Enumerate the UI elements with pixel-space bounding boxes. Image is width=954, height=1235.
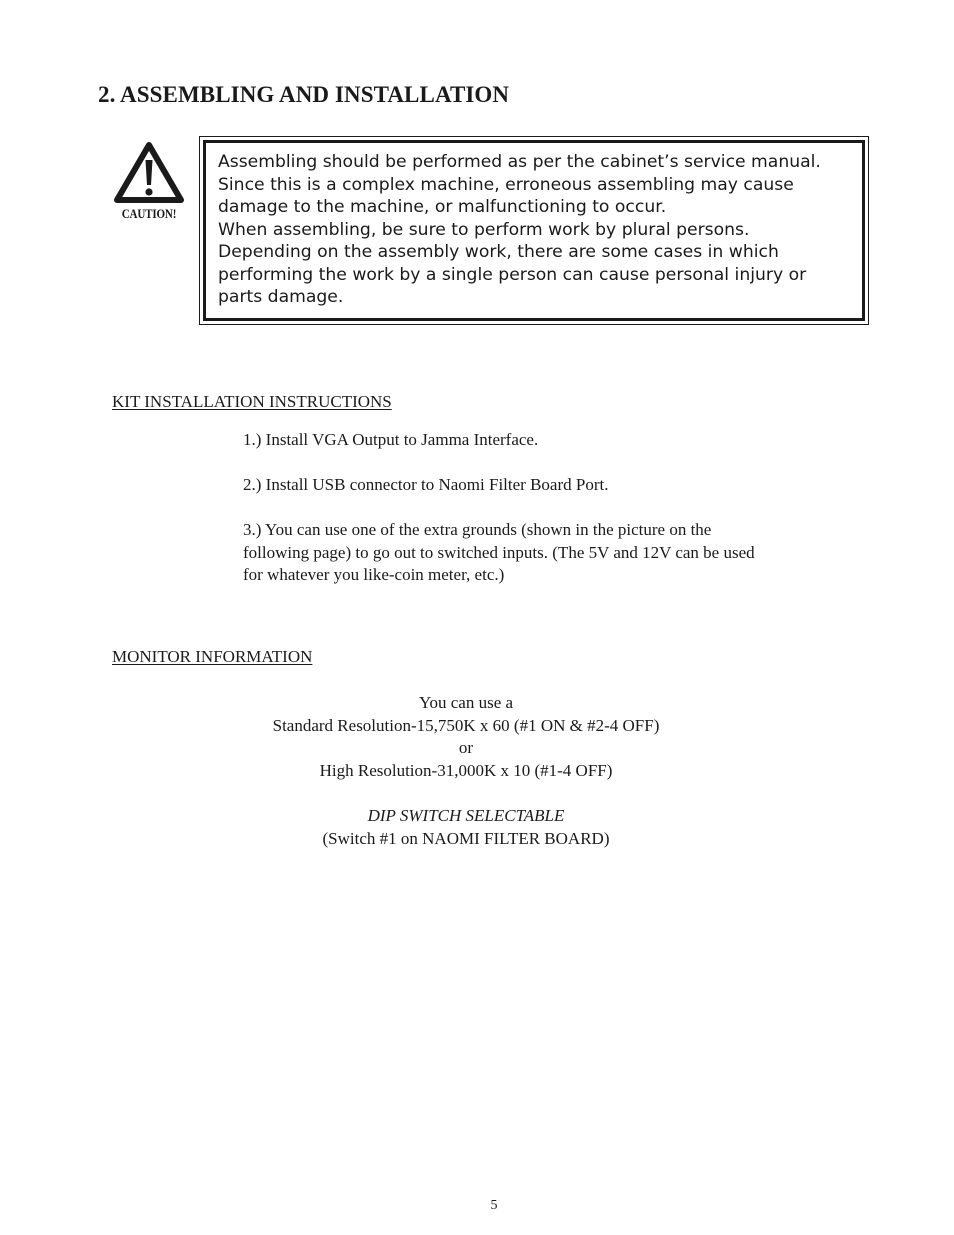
kit-installation-title: KIT INSTALLATION INSTRUCTIONS [112, 392, 392, 411]
dip-switch-title: DIP SWITCH SELECTABLE [367, 806, 565, 825]
kit-step-3: 3.) You can use one of the extra grounds (shown in the picture on the following page) to go out to switched inputs. (The 5V and 12V can be used for whatever you like-coin meter, etc.) [243, 520, 755, 584]
caution-box [199, 136, 869, 325]
monitor-information-title: MONITOR INFORMATION [112, 647, 313, 666]
caution-box-inner-frame [203, 140, 865, 321]
section-heading: 2. ASSEMBLING AND INSTALLATION [98, 82, 510, 107]
monitor-line: Standard Resolution-15,750K x 60 (#1 ON & #2-4 OFF) [272, 715, 660, 735]
kit-step-1: 1.) Install VGA Output to Jamma Interface. [243, 430, 539, 449]
caution-text: Assembling should be performed as per the cabinet’s service manual. Since this is a complex machine, erroneous assembling may cause damage to the machine, or malfunctioning to occur. When assembling, be sure to perform work by plural persons. Depending on the assembly work, there are some cases in which performing the work by a single person can cause personal injury or parts damage. [218, 152, 821, 307]
monitor-line: or [458, 738, 474, 757]
page-number: 5 [490, 1198, 498, 1213]
caution-symbol [112, 140, 186, 230]
warning-triangle-icon [112, 140, 186, 206]
monitor-resolution-block [190, 692, 742, 782]
dip-switch-note: (Switch #1 on NAOMI FILTER BOARD) [322, 828, 610, 848]
monitor-line: High Resolution-31,000K x 10 (#1-4 OFF) [319, 760, 613, 780]
caution-label: CAUTION! [121, 206, 177, 221]
monitor-line: You can use a [418, 693, 514, 712]
kit-step-2: 2.) Install USB connector to Naomi Filter Board Port. [243, 475, 609, 494]
dip-switch-block [190, 805, 742, 850]
